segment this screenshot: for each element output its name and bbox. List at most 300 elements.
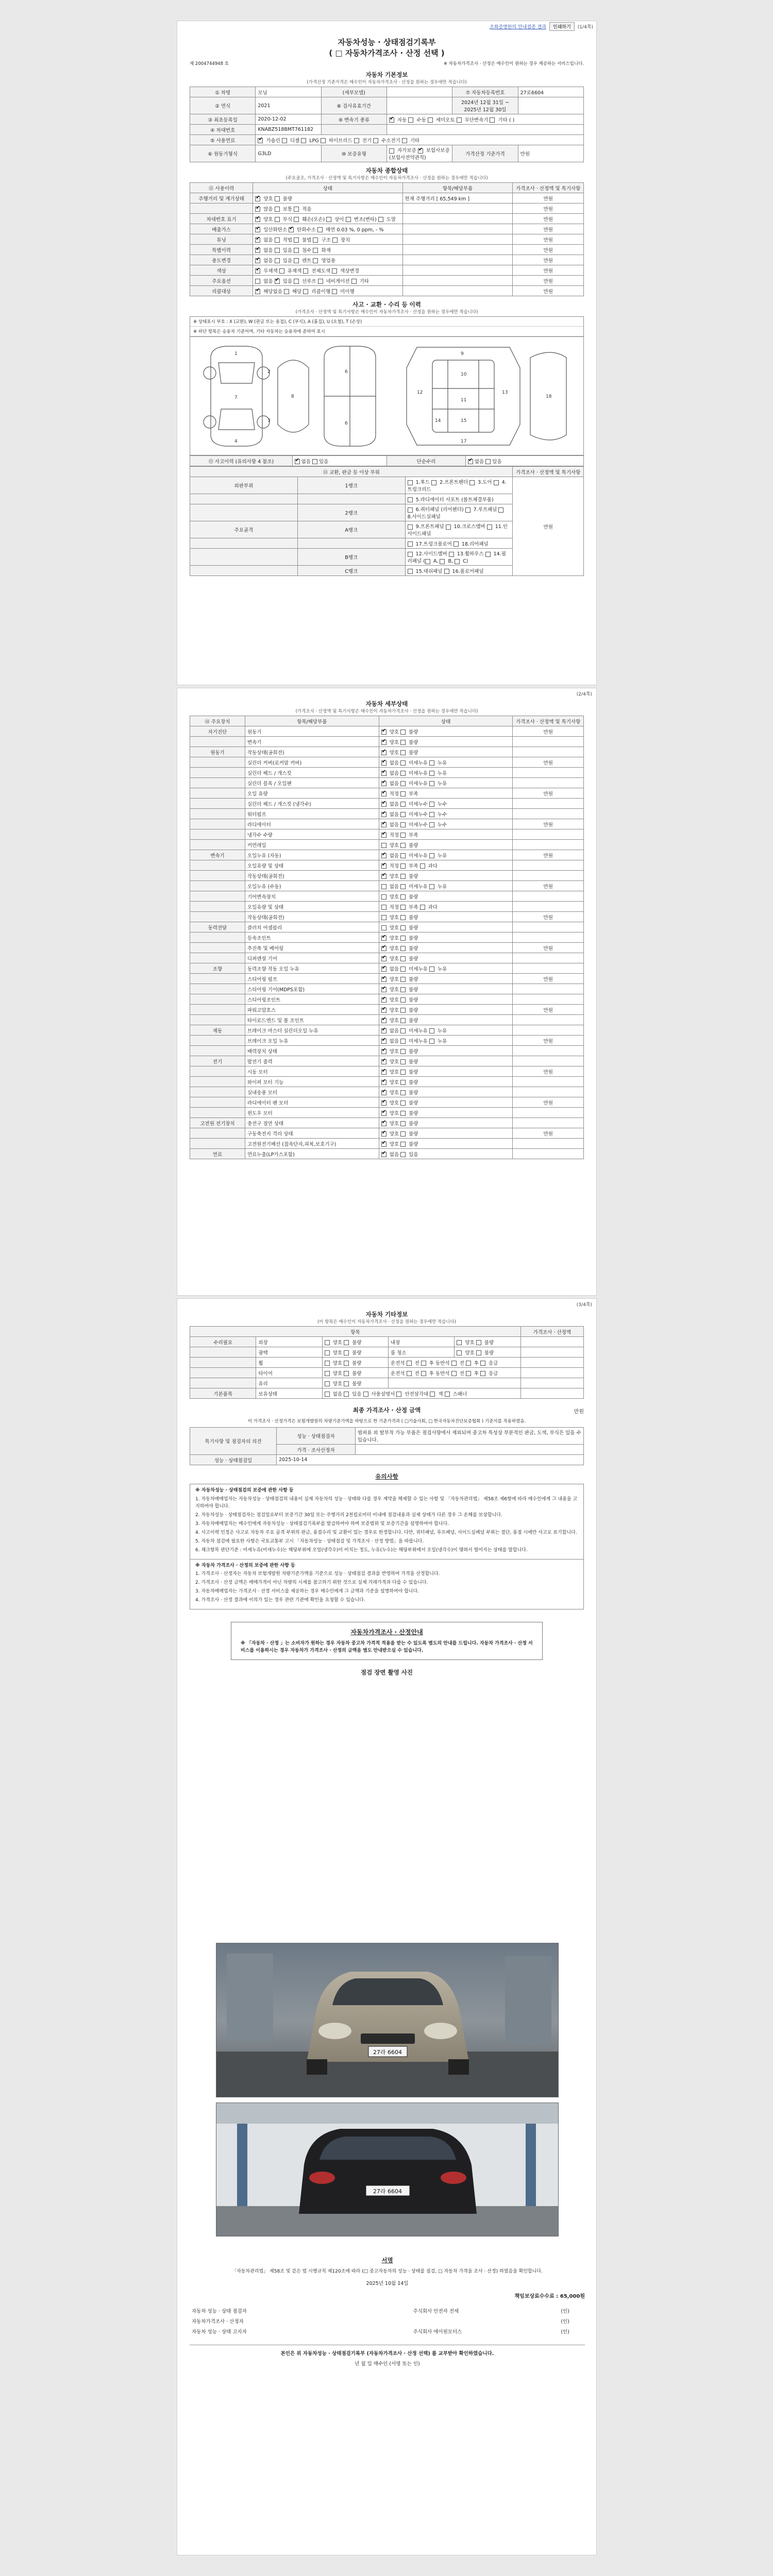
checkbox[interactable]	[400, 1059, 406, 1064]
checkbox[interactable]	[326, 217, 331, 222]
checkbox[interactable]	[389, 117, 394, 123]
checkbox[interactable]	[400, 833, 406, 838]
checkbox[interactable]	[344, 1392, 349, 1397]
checkbox[interactable]	[381, 1111, 386, 1116]
checkbox[interactable]	[429, 1028, 434, 1033]
checkbox[interactable]	[400, 730, 406, 735]
checkbox[interactable]	[476, 1350, 481, 1355]
checkbox[interactable]	[332, 268, 337, 274]
checkbox[interactable]	[400, 771, 406, 776]
checkbox[interactable]	[396, 1392, 401, 1397]
checkbox[interactable]	[344, 1340, 349, 1345]
header-note: ※ 자동차가격조사 · 산정은 매수인이 원하는 경우 제공하는 서비스입니다.	[443, 61, 584, 66]
checkbox[interactable]	[381, 771, 386, 776]
device-price	[513, 994, 584, 1005]
checkbox[interactable]	[430, 1392, 435, 1397]
detail-row	[190, 757, 584, 768]
notice-item: 3. 자동차매매업자는 매수인에게 자동차성능 · 상태점검기록부를 발급하여야 하며 보증범위 및 보증기간을 설명하여야 합니다.	[195, 1521, 449, 1527]
checkbox[interactable]	[457, 117, 462, 123]
checkbox[interactable]	[400, 1152, 406, 1157]
checkbox[interactable]	[408, 480, 413, 485]
checkbox[interactable]	[400, 956, 406, 961]
device-item: 연료누출(LP가스포함)	[245, 1149, 379, 1159]
checkbox[interactable]	[275, 258, 280, 263]
checkbox[interactable]	[381, 874, 386, 879]
checkbox[interactable]	[429, 760, 434, 766]
checkbox[interactable]	[373, 138, 378, 143]
checkbox[interactable]	[325, 1340, 330, 1345]
checkbox[interactable]	[313, 238, 318, 243]
detail-row	[190, 809, 584, 819]
checkbox[interactable]	[332, 289, 337, 294]
checkbox[interactable]	[400, 853, 406, 858]
checkbox[interactable]	[381, 936, 386, 941]
checkbox[interactable]	[289, 227, 294, 232]
checkbox[interactable]	[381, 884, 386, 889]
checkbox[interactable]	[400, 1100, 406, 1106]
checkbox[interactable]	[429, 1039, 434, 1044]
device-group	[190, 840, 245, 850]
checkbox[interactable]	[381, 812, 386, 817]
checkbox[interactable]	[279, 268, 284, 274]
checkbox[interactable]	[476, 1340, 481, 1345]
device-item: 구동축전지 격리 상태	[245, 1128, 379, 1139]
device-price: 만원	[513, 850, 584, 860]
checkbox[interactable]	[402, 138, 407, 143]
checkbox[interactable]	[400, 936, 406, 941]
checkbox[interactable]	[354, 138, 359, 143]
checkbox[interactable]	[400, 1008, 406, 1013]
checkbox[interactable]	[408, 552, 413, 557]
inspection-photo-rear	[216, 2103, 559, 2236]
checkbox[interactable]	[429, 853, 434, 858]
checkbox[interactable]	[275, 279, 280, 284]
print-button[interactable]: 인쇄하기	[549, 22, 575, 31]
checkbox[interactable]	[255, 227, 260, 232]
checkbox[interactable]	[381, 925, 386, 930]
state-header-row	[190, 183, 584, 193]
checkbox[interactable]	[400, 1121, 406, 1126]
checkbox[interactable]	[255, 279, 260, 284]
checkbox[interactable]	[457, 1340, 462, 1345]
device-state: 없음 미세누유 누유	[379, 881, 513, 891]
checkbox[interactable]	[381, 1080, 386, 1085]
checkbox[interactable]	[429, 822, 434, 827]
signer-seal: (인)	[561, 2319, 569, 2325]
frame-parts: 1.후드 2.프론트펜더 3.도어 4.트렁크리드	[405, 477, 513, 494]
device-price	[513, 953, 584, 963]
inspection-photo-front	[216, 1943, 559, 2097]
checkbox[interactable]	[400, 1018, 406, 1023]
checkbox[interactable]	[400, 1049, 406, 1054]
checkbox[interactable]	[400, 925, 406, 930]
checkbox[interactable]	[487, 524, 492, 530]
checkbox[interactable]	[449, 552, 454, 557]
checkbox[interactable]	[428, 117, 433, 123]
checkbox[interactable]	[255, 238, 260, 243]
rear-plate-text: 27라 6604	[373, 2188, 402, 2195]
etc-row	[190, 1378, 584, 1388]
checkbox[interactable]	[400, 812, 406, 817]
car-diagram	[190, 337, 584, 455]
checkbox[interactable]	[400, 1111, 406, 1116]
checkbox[interactable]	[400, 1131, 406, 1137]
device-group	[190, 819, 245, 829]
checkbox[interactable]	[381, 833, 386, 838]
device-item: 동력조향 작동 오일 누유	[245, 963, 379, 974]
checkbox[interactable]	[344, 1371, 349, 1376]
checkbox[interactable]	[275, 238, 280, 243]
checkbox[interactable]	[351, 279, 357, 284]
checkbox[interactable]	[429, 771, 434, 776]
device-group	[190, 1139, 245, 1149]
checkbox[interactable]	[400, 915, 406, 920]
device-group	[190, 912, 245, 922]
checkbox[interactable]	[381, 1121, 386, 1126]
checkbox[interactable]	[363, 1392, 368, 1397]
checkbox[interactable]	[255, 289, 260, 294]
checkbox[interactable]	[400, 802, 406, 807]
checkbox[interactable]	[400, 1039, 406, 1044]
device-item: 브레이크 오일 누유	[245, 1036, 379, 1046]
checkbox[interactable]	[400, 781, 406, 786]
checkbox[interactable]	[400, 987, 406, 992]
device-price	[513, 747, 584, 757]
checkbox[interactable]	[425, 559, 430, 564]
checkbox[interactable]	[381, 781, 386, 786]
checkbox[interactable]	[400, 1142, 406, 1147]
checkbox[interactable]	[400, 1080, 406, 1085]
checkbox[interactable]	[451, 1361, 457, 1366]
state-item-label: 차대번호 표기	[190, 214, 253, 224]
field-label: ① 차명	[190, 87, 256, 97]
state-detail	[402, 265, 513, 276]
state-detail	[402, 224, 513, 234]
device-state: 양호 불량	[379, 891, 513, 902]
state-item-label: 특별이력	[190, 245, 253, 255]
checkbox[interactable]	[325, 1350, 330, 1355]
checkbox[interactable]	[400, 1090, 406, 1095]
checkbox[interactable]	[318, 279, 323, 284]
checkbox[interactable]	[381, 987, 386, 992]
checkbox[interactable]	[301, 138, 306, 143]
accident-history-table	[190, 455, 584, 466]
etc-price	[520, 1337, 583, 1347]
detail-row	[190, 974, 584, 984]
checkbox[interactable]	[325, 1392, 330, 1397]
device-price: 만원	[513, 974, 584, 984]
checkbox[interactable]	[494, 480, 499, 485]
checkbox[interactable]	[344, 1350, 349, 1355]
device-state: 적정 부족 과다	[379, 902, 513, 912]
detail-row	[190, 1036, 584, 1046]
checkbox[interactable]	[381, 967, 386, 972]
checkbox[interactable]	[407, 1371, 412, 1376]
checkbox[interactable]	[381, 977, 386, 982]
checkbox[interactable]	[420, 905, 425, 910]
device-item: 스티어링 기어(MDPS포함)	[245, 984, 379, 994]
checkbox[interactable]	[381, 1131, 386, 1137]
svg-text:2: 2	[267, 369, 271, 375]
checkbox[interactable]	[313, 258, 318, 263]
detail-row	[190, 1149, 584, 1159]
checkbox[interactable]	[381, 802, 386, 807]
checkbox[interactable]	[466, 1361, 471, 1366]
state-price: 만원	[513, 234, 584, 245]
checkbox[interactable]	[408, 497, 413, 502]
checkbox[interactable]	[275, 217, 280, 222]
svg-text:11: 11	[461, 398, 467, 403]
checkbox[interactable]	[408, 117, 413, 123]
checkbox[interactable]	[275, 248, 280, 253]
device-item: 스티어링조인트	[245, 994, 379, 1005]
notice-a-list	[195, 1496, 578, 1554]
checkbox[interactable]	[469, 480, 475, 485]
checkbox[interactable]	[294, 238, 299, 243]
checkbox[interactable]	[400, 997, 406, 1003]
checkbox[interactable]	[294, 248, 299, 253]
checkbox[interactable]	[325, 1371, 330, 1376]
checkbox[interactable]	[400, 894, 406, 900]
device-price	[513, 984, 584, 994]
checkbox[interactable]	[294, 279, 299, 284]
checkbox[interactable]	[480, 1361, 485, 1366]
inquiry-link[interactable]: 조회증명한의 안내접종 결과	[489, 25, 547, 30]
device-state: ✔ 양호 불량	[379, 953, 513, 963]
checkbox[interactable]	[400, 863, 406, 869]
checkbox[interactable]	[400, 967, 406, 972]
checkbox[interactable]	[381, 853, 386, 858]
checkbox[interactable]	[381, 822, 386, 827]
checkbox[interactable]	[408, 541, 413, 547]
checkbox[interactable]	[344, 1381, 349, 1386]
device-price	[513, 1015, 584, 1025]
checkbox[interactable]	[294, 217, 299, 222]
accident-legend: ※ 상태표시 부호 : X (교환), W (판금 또는 용접), C (부식), A (흠집), U (요철), T (손상)	[190, 317, 583, 327]
device-item: 냉각수 수량	[245, 829, 379, 840]
checkbox[interactable]	[321, 138, 326, 143]
checkbox[interactable]	[381, 1059, 386, 1064]
device-price	[513, 902, 584, 912]
field-label: ⑤ 사용연료	[190, 135, 256, 145]
checkbox[interactable]	[381, 843, 386, 848]
basic-info-title: 자동차 기본정보	[365, 71, 408, 78]
checkbox[interactable]	[408, 507, 413, 513]
checkbox[interactable]	[429, 884, 434, 889]
checkbox[interactable]	[446, 524, 451, 530]
checkbox[interactable]	[325, 1381, 330, 1386]
checkbox[interactable]	[381, 1142, 386, 1147]
special-label: 특기사항 및 점검자의 의견	[190, 1428, 277, 1455]
checkbox[interactable]	[381, 997, 386, 1003]
checkbox[interactable]	[429, 802, 434, 807]
checkbox[interactable]	[255, 268, 260, 274]
checkbox[interactable]	[313, 248, 318, 253]
device-price	[513, 829, 584, 840]
state-detail: 현재 주행거리 [ 65,549 km ]	[402, 193, 513, 204]
device-group	[190, 881, 245, 891]
checkbox[interactable]	[282, 138, 287, 143]
device-item: 디퍼렌셜 기어	[245, 953, 379, 963]
checkbox[interactable]	[400, 1028, 406, 1033]
checkbox[interactable]	[381, 956, 386, 961]
page-top-links	[490, 22, 593, 31]
checkbox[interactable]	[381, 905, 386, 910]
checkbox[interactable]	[346, 217, 351, 222]
etc-price	[520, 1378, 583, 1388]
device-group: 변속기	[190, 850, 245, 860]
checkbox[interactable]	[485, 552, 491, 557]
basic-info-sub: (가격산정 기준가격은 매수인이 자동차가격조사 · 산정을 원하는 경우에만 적습니다)	[307, 80, 467, 85]
checkbox[interactable]	[317, 227, 323, 232]
etc-group	[190, 1347, 256, 1358]
device-item: 실린더 블록 / 오일팬	[245, 778, 379, 788]
checkbox[interactable]	[294, 258, 299, 263]
checkbox[interactable]	[294, 207, 299, 212]
checkbox[interactable]	[255, 258, 260, 263]
checkbox[interactable]	[453, 541, 459, 547]
checkbox[interactable]	[400, 750, 406, 755]
state-row	[190, 204, 584, 214]
notice-item: 2. 자동차성능 · 상태점검자는 점검일로부터 보증기간 30일 또는 주행거리 2천킬로미터 이내에 점검내용과 실제 상태가 다른 경우 그 손해를 보상합니다.	[195, 1512, 502, 1518]
frame-header-row	[190, 467, 584, 477]
checkbox[interactable]	[440, 559, 445, 564]
device-price: 만원	[513, 788, 584, 799]
checkbox[interactable]	[381, 730, 386, 735]
field-value: 27로6604	[518, 87, 583, 97]
checkbox[interactable]	[381, 740, 386, 745]
notice-item: 4. 가격조사 · 산정 결과에 이의가 있는 경우 관련 기관에 확인을 요청할 수 있습니다.	[195, 1598, 365, 1603]
checkbox[interactable]	[455, 559, 460, 564]
checkbox[interactable]	[332, 238, 338, 243]
etc-row	[190, 1358, 584, 1368]
checkbox[interactable]	[445, 1392, 450, 1397]
checkbox[interactable]	[429, 781, 434, 786]
frame-parts: 17.트렁크플로어 18.리어패널	[405, 538, 513, 549]
checkbox[interactable]	[381, 863, 386, 869]
checkbox[interactable]	[400, 843, 406, 848]
device-state: ✔ 없음 미세누수 누수	[379, 799, 513, 809]
etc-item: 내장	[389, 1337, 455, 1347]
etc-group: 수리필요	[190, 1337, 256, 1347]
checkbox[interactable]	[255, 248, 260, 253]
checkbox[interactable]	[381, 1028, 386, 1033]
checkbox[interactable]	[498, 507, 503, 513]
checkbox[interactable]	[407, 1361, 412, 1366]
checkbox[interactable]	[303, 268, 308, 274]
checkbox[interactable]	[480, 1371, 485, 1376]
checkbox[interactable]	[381, 1100, 386, 1106]
checkbox[interactable]	[429, 812, 434, 817]
device-state: ✔ 양호 불량	[379, 984, 513, 994]
state-row	[190, 245, 584, 255]
checkbox[interactable]	[408, 524, 413, 530]
checkbox[interactable]	[381, 1049, 386, 1054]
detail-row	[190, 788, 584, 799]
state-value: ✔ 해당없음 해당 리콜이행 미이행	[253, 286, 402, 296]
checkbox[interactable]	[400, 740, 406, 745]
device-group	[190, 809, 245, 819]
checkbox[interactable]	[381, 915, 386, 920]
checkbox[interactable]	[381, 760, 386, 766]
device-price	[513, 1139, 584, 1149]
state-value: ✔ 없음 있음 렌트 영업용	[253, 255, 402, 265]
state-value: ✔ 없음 적법 불법 구조 장치	[253, 234, 402, 245]
checkbox[interactable]	[400, 791, 406, 796]
detail-row	[190, 943, 584, 953]
checkbox[interactable]	[344, 1361, 349, 1366]
checkbox[interactable]	[400, 822, 406, 827]
checkbox[interactable]	[389, 148, 394, 154]
checkbox[interactable]	[400, 1070, 406, 1075]
checkbox[interactable]	[284, 289, 289, 294]
checkbox[interactable]	[418, 148, 423, 154]
checkbox[interactable]	[465, 507, 470, 513]
special-notes-table	[190, 1427, 584, 1465]
checkbox[interactable]	[408, 569, 413, 574]
checkbox[interactable]	[275, 207, 280, 212]
etc-group: 기본품목	[190, 1388, 256, 1399]
device-state: 양호 불량	[379, 922, 513, 933]
checkbox[interactable]	[421, 1371, 426, 1376]
checkbox[interactable]	[255, 217, 260, 222]
checkbox[interactable]	[381, 1039, 386, 1044]
checkbox[interactable]	[466, 1371, 471, 1376]
device-price: 만원	[513, 757, 584, 768]
checkbox[interactable]	[400, 946, 406, 951]
etc-item: 외장	[256, 1337, 322, 1347]
etc-info-table	[190, 1326, 584, 1399]
checkbox[interactable]	[444, 569, 449, 574]
checkbox[interactable]	[255, 207, 260, 212]
checkbox[interactable]	[381, 894, 386, 900]
detail-row	[190, 768, 584, 778]
checkbox[interactable]	[258, 138, 263, 143]
checkbox[interactable]	[421, 1361, 426, 1366]
checkbox[interactable]	[400, 905, 406, 910]
checkbox[interactable]	[400, 977, 406, 982]
checkbox[interactable]	[381, 1152, 386, 1157]
checkbox[interactable]	[451, 1371, 457, 1376]
checkbox[interactable]	[457, 1350, 462, 1355]
checkbox[interactable]	[378, 217, 383, 222]
checkbox[interactable]	[381, 1008, 386, 1013]
checkbox[interactable]	[381, 1018, 386, 1023]
checkbox[interactable]	[275, 196, 280, 201]
checkbox[interactable]	[381, 1070, 386, 1075]
checkbox[interactable]	[381, 1090, 386, 1095]
checkbox[interactable]	[420, 863, 425, 869]
checkbox[interactable]	[431, 480, 436, 485]
field-value	[386, 125, 583, 135]
device-group: 원동기	[190, 747, 245, 757]
checkbox[interactable]	[429, 967, 434, 972]
checkbox[interactable]	[381, 791, 386, 796]
checkbox[interactable]	[255, 196, 260, 201]
detail-row	[190, 1005, 584, 1015]
checkbox[interactable]	[490, 117, 495, 123]
checkbox[interactable]	[303, 289, 308, 294]
checkbox[interactable]	[400, 874, 406, 879]
checkbox[interactable]	[381, 946, 386, 951]
etc-row	[190, 1388, 584, 1399]
accident-legend-2: ※ 하단 항목은 승용차 기준이며, 기타 자동차는 승용차에 준하여 표시	[190, 327, 583, 336]
checkbox[interactable]	[381, 750, 386, 755]
checkbox[interactable]	[400, 760, 406, 766]
checkbox[interactable]	[400, 884, 406, 889]
checkbox[interactable]	[325, 1361, 330, 1366]
etc-state: 운전석 전 후 동반석 전 후 응급	[389, 1368, 521, 1378]
